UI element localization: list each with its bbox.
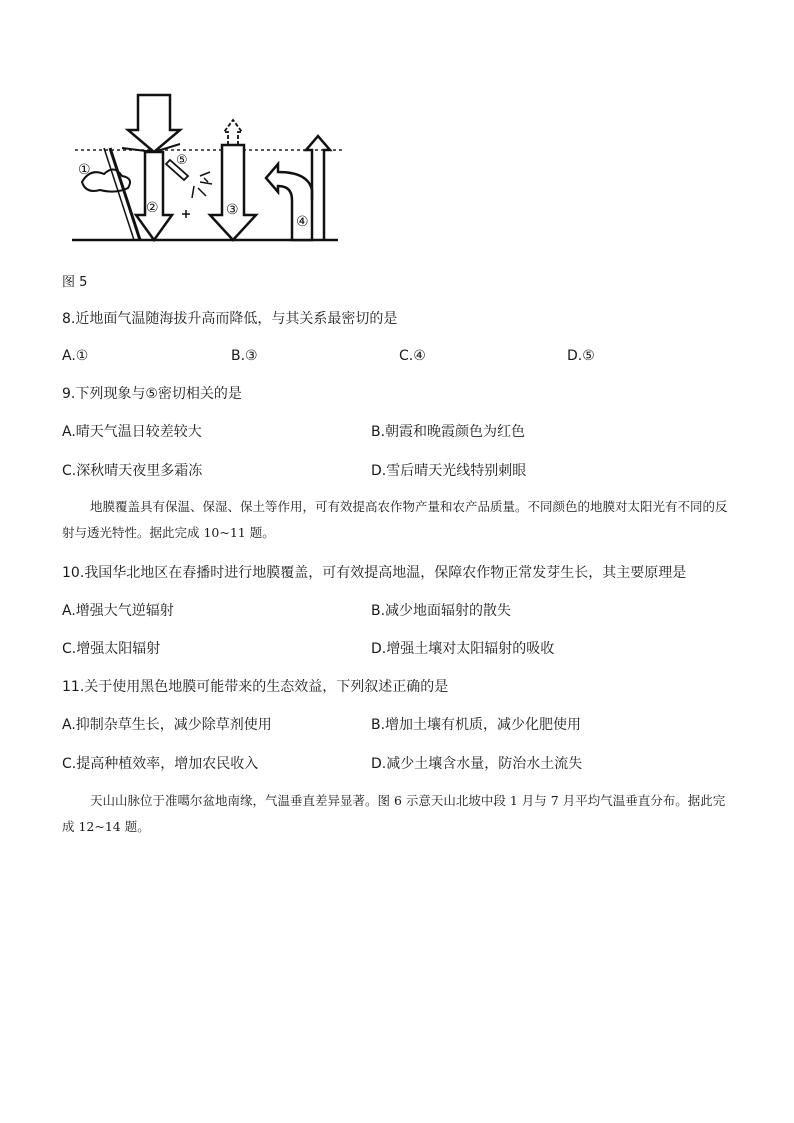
passage-10-11: 地膜覆盖具有保温、保湿、保土等作用，可有效提高农作物产量和农产品质量。不同颜色的地膜对太阳光有不同的反射与透光特性。据此完成 10~11 题。 — [62, 499, 728, 540]
scattering-rays — [182, 172, 212, 218]
q8-option-d: D.⑤ — [567, 348, 595, 364]
q10-option-b: B.减少地面辐射的散失 — [371, 603, 512, 619]
figure-caption: 图 5 — [62, 275, 88, 290]
q9-option-d: D.雪后晴天光线特别刺眼 — [371, 463, 527, 479]
solar-radiation-arrow — [128, 95, 180, 152]
question-9-stem: 9.下列现象与⑤密切相关的是 — [62, 386, 242, 402]
q9-option-a: A.晴天气温日较差较大 — [62, 424, 202, 440]
q11-option-c: C.提高种植效率，增加农民收入 — [62, 756, 259, 772]
q11-option-b: B.增加土壤有机质，减少化肥使用 — [371, 717, 582, 733]
q10-option-a: A.增强大气逆辐射 — [62, 603, 174, 619]
label-2: ② — [146, 200, 159, 216]
q9-option-c: C.深秋晴天夜里多霜冻 — [62, 463, 203, 479]
question-11-stem: 11.关于使用黑色地膜可能带来的生态效益，下列叙述正确的是 — [62, 679, 449, 695]
q10-option-c: C.增强太阳辐射 — [62, 641, 161, 657]
label-1: ① — [78, 162, 91, 178]
question-8-stem: 8.近地面气温随海拔升高而降低，与其关系最密切的是 — [62, 311, 398, 327]
arrow-3 — [210, 145, 256, 240]
q10-option-d: D.增强土壤对太阳辐射的吸收 — [371, 641, 555, 657]
q8-option-b: B.③ — [231, 348, 258, 364]
label-4: ④ — [296, 214, 309, 230]
q9-option-b: B.朝霞和晚霞颜色为红色 — [371, 424, 526, 440]
q8-option-c: C.④ — [399, 348, 426, 364]
q11-option-d: D.减少土壤含水量，防治水土流失 — [371, 756, 583, 772]
arrow-1 — [110, 148, 140, 240]
question-10-stem: 10.我国华北地区在春播时进行地膜覆盖，可有效提高地温，保障农作物正常发芽生长，其主要原理是 — [62, 565, 687, 581]
q11-option-a: A.抑制杂草生长，减少除草剂使用 — [62, 717, 272, 733]
arrow-3-upward — [224, 120, 242, 145]
label-3: ③ — [226, 202, 239, 218]
passage-12-14: 天山山脉位于准噶尔盆地南缘，气温垂直差异显著。图 6 示意天山北坡中段 1 月与 7 月平均气温垂直分布。据此完成 12~14 题。 — [62, 793, 726, 834]
label-5: ⑤ — [176, 153, 188, 168]
radiation-diagram — [60, 90, 360, 250]
q8-option-a: A.① — [62, 348, 89, 364]
